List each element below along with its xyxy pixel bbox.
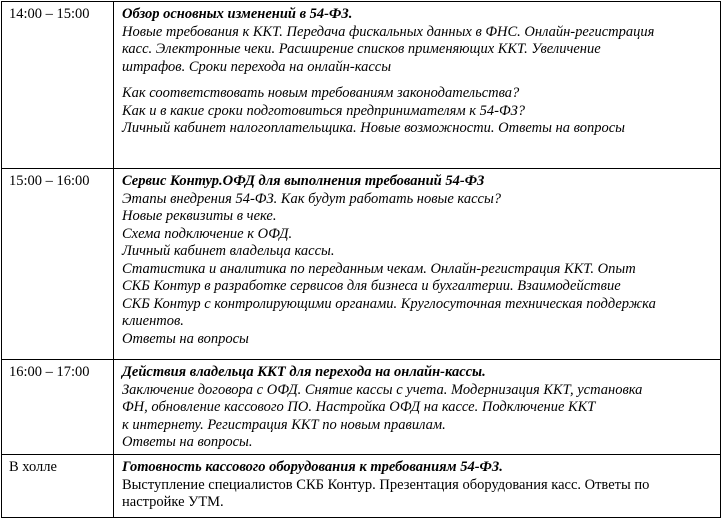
session-title: Готовность кассового оборудования к требованиям 54-ФЗ.: [122, 459, 503, 475]
session-content: [114, 360, 721, 455]
schedule-row: [2, 455, 721, 518]
session-line: СКБ Контур в разработке сервисов для бизнеса и бухгалтерии. Взаимодействие: [122, 278, 621, 294]
session-title: Обзор основных изменений в 54-ФЗ.: [122, 6, 353, 22]
session-content: [114, 2, 721, 169]
session-line: Как и в какие сроки подготовиться предпринимателям к 54-ФЗ?: [122, 102, 526, 119]
session-line: Схема подключение к ОФД.: [122, 225, 293, 242]
schedule-table: [1, 1, 721, 518]
session-line: штрафов. Сроки перехода на онлайн-кассы: [122, 58, 392, 75]
session-line: Личный кабинет владельца кассы.: [122, 243, 335, 259]
session-line: СКБ Контур с контролирующими органами. Круглосуточная техническая поддержка: [122, 295, 656, 312]
time-slot: В холле: [2, 455, 114, 518]
session-line: ФН, обновление кассового ПО. Настройка ОФД на кассе. Подключение ККТ: [122, 399, 596, 415]
session-content: [114, 455, 721, 518]
session-line: Заключение договора с ОФД. Снятие кассы с учета. Модернизация ККТ, установка: [122, 381, 643, 398]
session-line: Ответы на вопросы: [122, 330, 249, 347]
session-line: Новые требования к ККТ. Передача фискальных данных в ФНС. Онлайн-регистрация: [122, 23, 655, 40]
session-line: Выступление специалистов СКБ Контур. Презентация оборудования касс. Ответы по: [122, 476, 650, 493]
schedule-row: [2, 169, 721, 360]
session-line: [122, 41, 716, 59]
time-slot: 16:00 – 17:00: [2, 360, 114, 455]
session-line: Новые реквизиты в чеке.: [122, 208, 277, 224]
time-slot: 14:00 – 15:00: [2, 2, 114, 169]
session-line: клиентов.: [122, 313, 184, 329]
schedule-row: [2, 2, 721, 169]
session-line: Как соответствовать новым требованиям законодательства?: [122, 85, 520, 101]
session-title: Сервис Контур.ОФД для выполнения требований 54-ФЗ: [122, 173, 485, 189]
session-line: Личный кабинет налогоплательщика. Новые возможности. Ответы на вопросы: [122, 120, 625, 136]
session-line: Этапы внедрения 54-ФЗ. Как будут работать новые кассы?: [122, 190, 502, 207]
session-line: Ответы на вопросы.: [122, 434, 253, 450]
schedule-row: [2, 360, 721, 455]
line-text: касс. Электронные чеки. Расширение списков применяющих ККТ. Увеличение: [122, 41, 601, 57]
session-line: к интернету. Регистрация ККТ по новым правилам.: [122, 416, 446, 433]
session-content: [114, 169, 721, 360]
session-title: Действия владельца ККТ для перехода на онлайн-кассы.: [122, 364, 486, 380]
session-line: Статистика и аналитика по переданным чекам. Онлайн-регистрация ККТ. Опыт: [122, 260, 636, 277]
paragraph-gap: [122, 76, 716, 85]
session-line: настройке УТМ.: [122, 494, 224, 510]
time-slot: 15:00 – 16:00: [2, 169, 114, 360]
